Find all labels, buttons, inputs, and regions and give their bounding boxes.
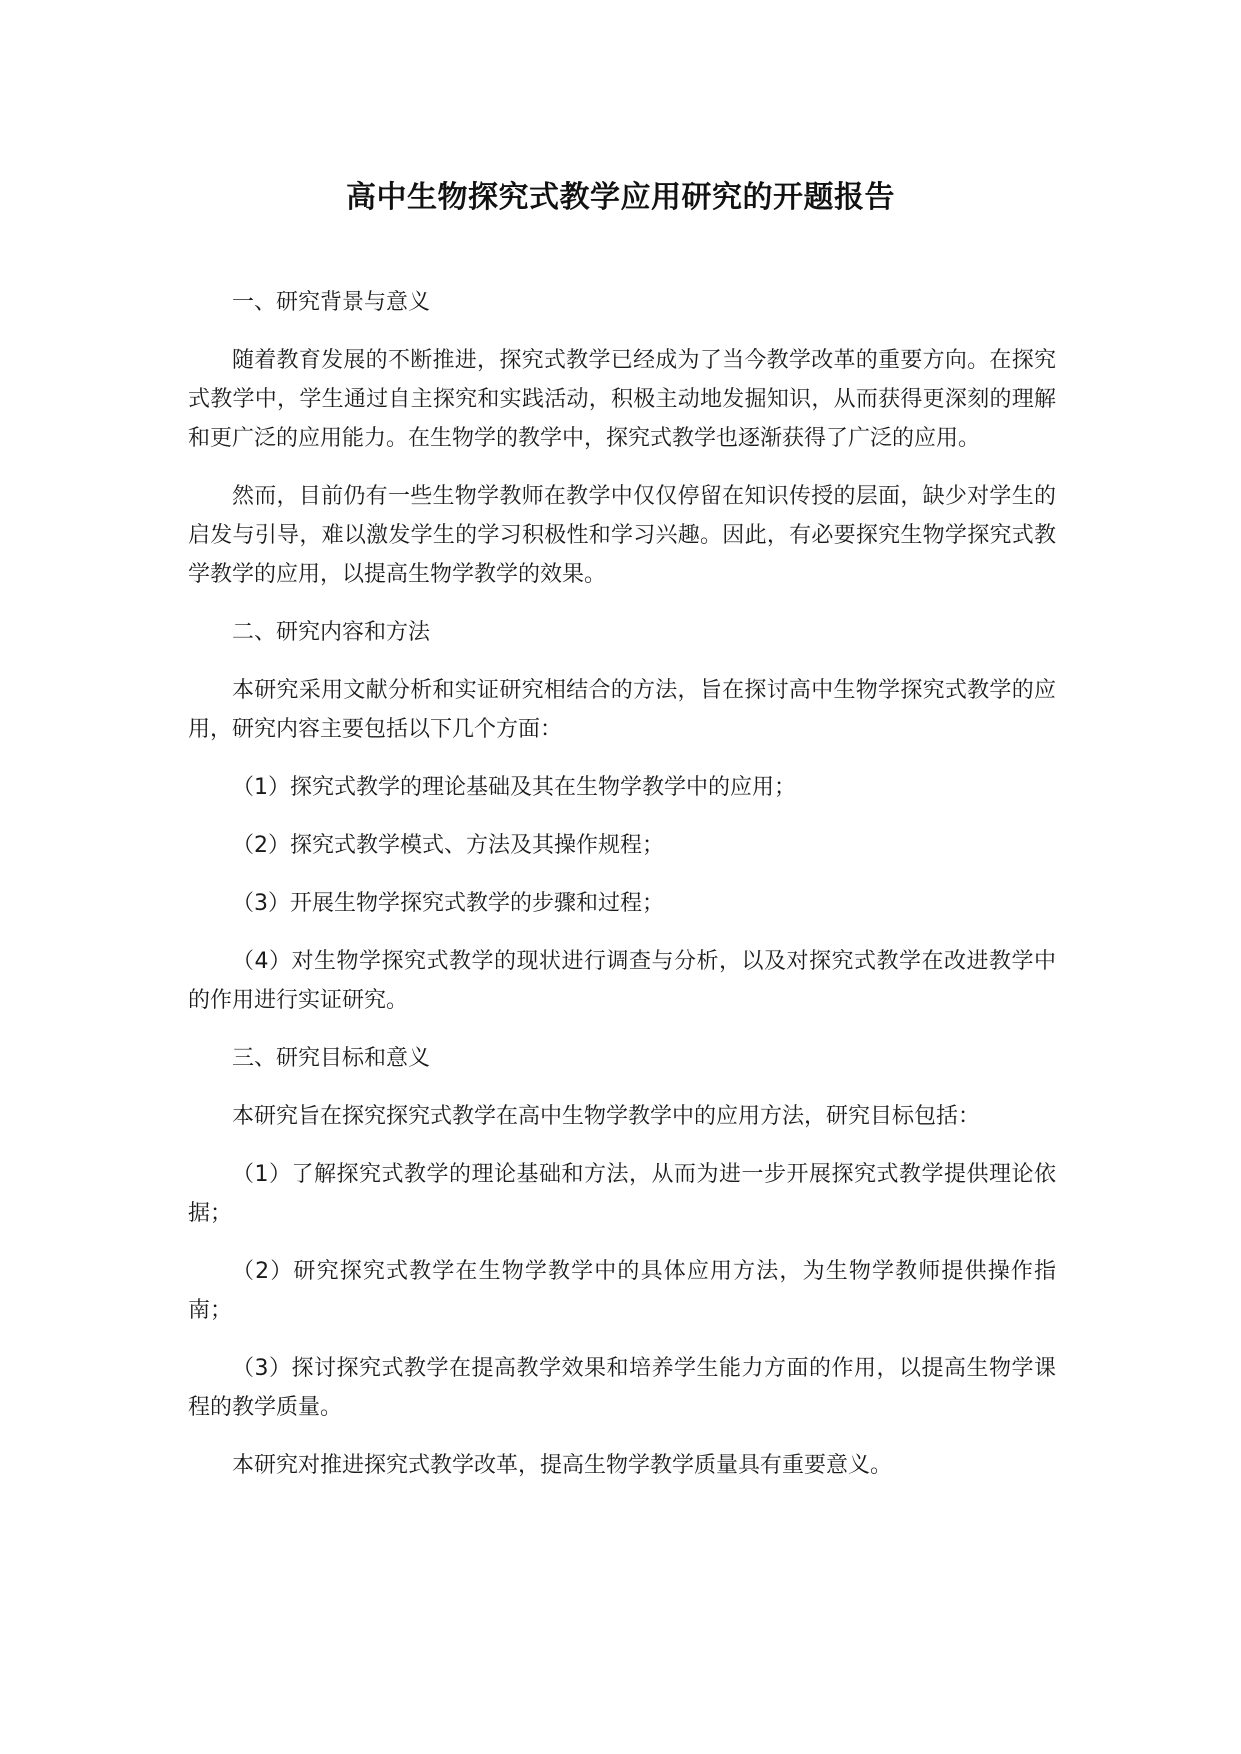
list-item-goal-1: （1）了解探究式教学的理论基础和方法，从而为进一步开展探究式教学提供理论依据； bbox=[188, 1162, 1056, 1226]
list-item-content-4: （4）对生物学探究式教学的现状进行调查与分析，以及对探究式教学在改进教学中的作用进行实证研究。 bbox=[188, 949, 1056, 1013]
list-item-content-1: （1）探究式教学的理论基础及其在生物学教学中的应用； bbox=[232, 775, 796, 800]
list-item-goal-2: （2）研究探究式教学在生物学教学中的具体应用方法，为生物学教师提供操作指南； bbox=[188, 1259, 1056, 1323]
paragraph-methods-intro: 本研究采用文献分析和实证研究相结合的方法，旨在探讨高中生物学探究式教学的应用，研究内容主要包括以下几个方面： bbox=[188, 678, 1056, 742]
section-heading-goals: 三、研究目标和意义 bbox=[232, 1046, 431, 1071]
document-body bbox=[188, 283, 1056, 1504]
list-item-goal-3: （3）探讨探究式教学在提高教学效果和培养学生能力方面的作用，以提高生物学课程的教学质量。 bbox=[188, 1356, 1056, 1420]
section-heading-background: 一、研究背景与意义 bbox=[232, 290, 431, 315]
paragraph-background-1: 随着教育发展的不断推进，探究式教学已经成为了当今教学改革的重要方向。在探究式教学中，学生通过自主探究和实践活动，积极主动地发掘知识，从而获得更深刻的理解和更广泛的应用能力。在生物学的教学中，探究式教学也逐渐获得了广泛的应用。 bbox=[188, 348, 1056, 451]
paragraph-background-2: 然而，目前仍有一些生物学教师在教学中仅仅停留在知识传授的层面，缺少对学生的启发与引导，难以激发学生的学习积极性和学习兴趣。因此，有必要探究生物学探究式教学教学的应用，以提高生物学教学的效果。 bbox=[188, 484, 1056, 587]
paragraph-conclusion: 本研究对推进探究式教学改革，提高生物学教学质量具有重要意义。 bbox=[232, 1453, 893, 1478]
paragraph-goals-intro: 本研究旨在探究探究式教学在高中生物学教学中的应用方法，研究目标包括： bbox=[232, 1104, 981, 1129]
section-heading-content-methods: 二、研究内容和方法 bbox=[232, 620, 431, 645]
list-item-content-3: （3）开展生物学探究式教学的步骤和过程； bbox=[232, 891, 664, 916]
list-item-content-2: （2）探究式教学模式、方法及其操作规程； bbox=[232, 833, 664, 858]
document-title: 高中生物探究式教学应用研究的开题报告 bbox=[346, 180, 895, 215]
